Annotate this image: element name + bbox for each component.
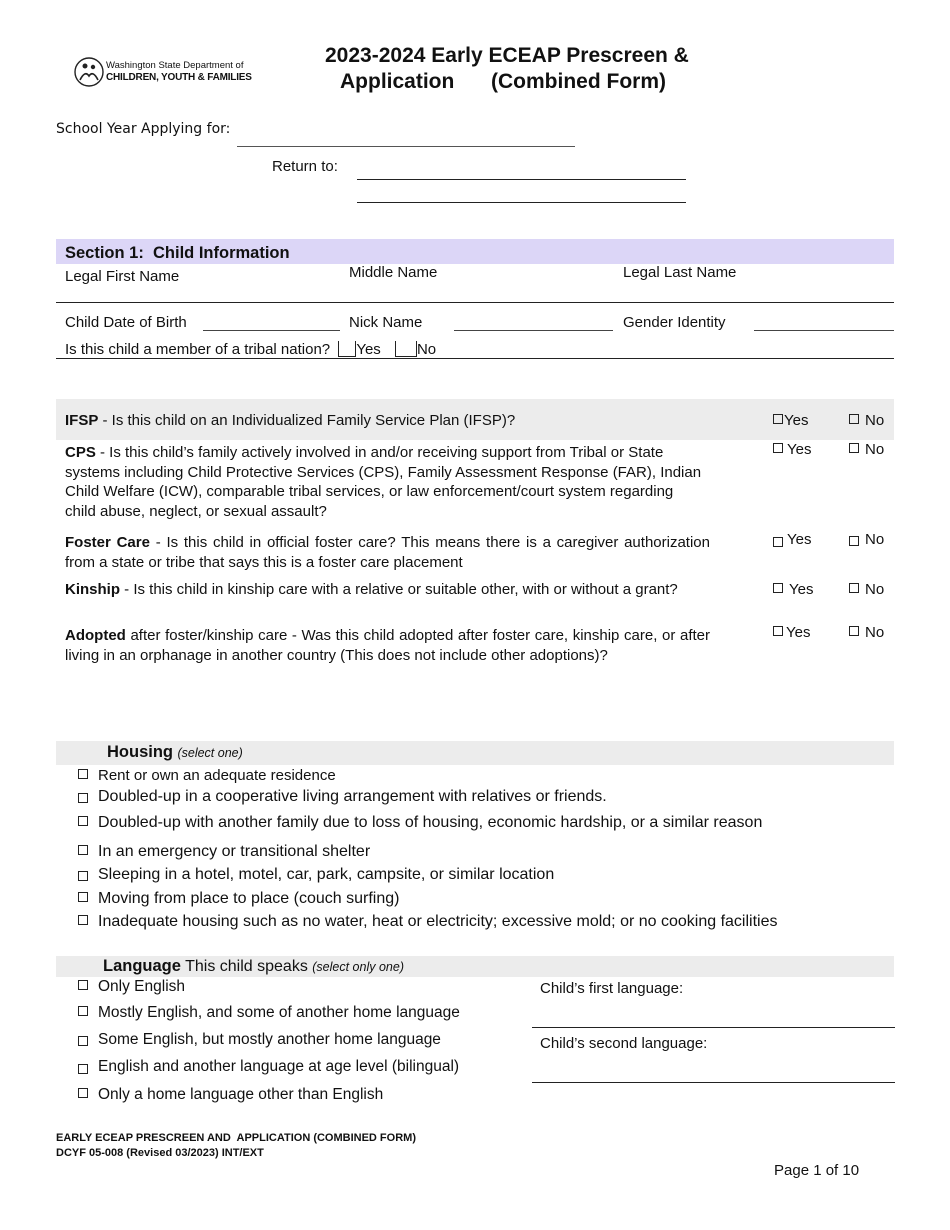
foster-no-label: No xyxy=(865,531,885,548)
logo-line1: Washington State Department of xyxy=(106,60,244,71)
housing-option[interactable] xyxy=(78,843,370,861)
kinship-no[interactable] xyxy=(849,581,884,598)
housing-option-label: Rent or own an adequate residence xyxy=(98,767,336,784)
adopted-yes-checkbox[interactable] xyxy=(773,626,783,636)
language-option-label: Only a home language other than English xyxy=(98,1086,384,1103)
language-subtitle: This child speaks xyxy=(185,958,308,975)
ifsp-yes[interactable] xyxy=(773,412,808,429)
ifsp-no-label: No xyxy=(865,412,885,429)
question-ifsp-bold: IFSP xyxy=(65,412,99,429)
language-header xyxy=(103,957,404,976)
foster-yes-label: Yes xyxy=(787,531,812,548)
language-option-label: Some English, but mostly another home language xyxy=(98,1031,441,1048)
housing-option-checkbox[interactable] xyxy=(78,793,88,803)
question-adopted-bold: Adopted xyxy=(65,627,126,644)
cps-no[interactable] xyxy=(849,441,884,458)
kinship-yes-label: Yes xyxy=(789,581,814,598)
first-language-label: Child’s first language: xyxy=(540,980,684,997)
language-option[interactable] xyxy=(78,1086,383,1104)
nick-name-label: Nick Name xyxy=(349,314,423,331)
cps-yes[interactable] xyxy=(773,441,811,458)
foster-yes[interactable] xyxy=(773,531,811,548)
ifsp-no[interactable] xyxy=(849,412,884,429)
gender-label: Gender Identity xyxy=(623,314,726,331)
foster-no[interactable] xyxy=(849,531,884,548)
question-ifsp-text: - Is this child on an Individualized Family Service Plan (IFSP)? xyxy=(98,412,516,429)
middle-name-label: Middle Name xyxy=(349,264,438,281)
housing-option-checkbox[interactable] xyxy=(78,816,88,826)
legal-first-name-label: Legal First Name xyxy=(65,268,180,285)
language-option-checkbox[interactable] xyxy=(78,1036,88,1046)
housing-option-label: Sleeping in a hotel, motel, car, park, campsite, or similar location xyxy=(98,866,555,883)
adopted-no[interactable] xyxy=(849,624,884,641)
language-option[interactable] xyxy=(78,978,185,996)
question-foster xyxy=(65,533,710,572)
second-language-input[interactable] xyxy=(532,1082,895,1083)
language-option-label: Only English xyxy=(98,978,186,995)
section1-title: Section 1: Child Information xyxy=(65,244,290,262)
gender-input[interactable] xyxy=(754,330,894,331)
question-kinship-bold: Kinship xyxy=(65,581,120,598)
cps-no-checkbox[interactable] xyxy=(849,443,859,453)
housing-title: Housing xyxy=(107,743,173,761)
tribal-yes-label: Yes xyxy=(356,341,381,358)
tribal-yes-checkbox[interactable] xyxy=(338,341,356,357)
cps-no-label: No xyxy=(865,441,885,458)
housing-option[interactable] xyxy=(78,767,336,784)
school-year-input[interactable] xyxy=(237,146,575,147)
kinship-yes[interactable] xyxy=(773,581,813,598)
language-option[interactable] xyxy=(78,1004,460,1022)
second-language-label: Child’s second language: xyxy=(540,1035,708,1052)
language-option-checkbox[interactable] xyxy=(78,1006,88,1016)
tribal-question-text: Is this child a member of a tribal nation? xyxy=(65,341,331,358)
nick-name-input[interactable] xyxy=(454,330,613,331)
footer-form-name: EARLY ECEAP PRESCREEN AND APPLICATION (COMBINED FORM) xyxy=(56,1132,416,1144)
logo-line2: CHILDREN, YOUTH & FAMILIES xyxy=(106,72,252,83)
housing-option-label: Inadequate housing such as no water, heat or electricity; excessive mold; or no cooking facilities xyxy=(98,913,778,930)
foster-yes-checkbox[interactable] xyxy=(773,537,783,547)
language-title: Language xyxy=(103,957,181,975)
kinship-no-label: No xyxy=(865,581,885,598)
kinship-no-checkbox[interactable] xyxy=(849,583,859,593)
return-to-input-2[interactable] xyxy=(357,202,686,203)
adopted-yes-label: Yes xyxy=(786,624,811,641)
language-option[interactable] xyxy=(78,1031,441,1049)
housing-option-checkbox[interactable] xyxy=(78,769,88,779)
cps-yes-label: Yes xyxy=(787,441,812,458)
form-title-line2a: Application xyxy=(340,70,455,93)
question-ifsp xyxy=(65,411,745,431)
legal-last-name-label: Legal Last Name xyxy=(623,264,737,281)
adopted-no-label: No xyxy=(865,624,885,641)
language-hint: (select only one) xyxy=(312,960,404,974)
housing-option-checkbox[interactable] xyxy=(78,892,88,902)
housing-option-label: Doubled-up with another family due to loss of housing, economic hardship, or a similar reason xyxy=(98,814,763,831)
tribal-question xyxy=(65,341,436,358)
name-row-line[interactable] xyxy=(56,302,894,303)
housing-option[interactable] xyxy=(78,814,762,832)
tribal-no-checkbox[interactable] xyxy=(395,341,417,357)
question-foster-bold: Foster Care xyxy=(65,534,150,551)
form-title-line1: 2023-2024 Early ECEAP Prescreen & xyxy=(325,44,689,67)
housing-option[interactable] xyxy=(78,913,777,931)
housing-header xyxy=(107,743,243,762)
question-cps-text: - Is this child’s family actively involved in and/or receiving support from Tribal or State systems including Child Protective Services (CPS), Family Assessment Response (FAR), Indian Child Welfare (ICW), comparable tribal services, or law enforcement/court system regarding child abuse, neglect, or sexual assault? xyxy=(65,444,702,520)
ifsp-yes-label: Yes xyxy=(784,412,809,429)
form-title-line2b: (Combined Form) xyxy=(491,70,666,93)
housing-option-label: Moving from place to place (couch surfing) xyxy=(98,890,400,907)
dob-input[interactable] xyxy=(203,330,340,331)
dcyf-logo-icon xyxy=(74,56,104,88)
question-foster-text: - Is this child in official foster care? This means there is a caregiver authorization from a state or tribe that says this is a foster care placement xyxy=(65,534,710,571)
school-year-label: School Year Applying for: xyxy=(56,121,231,137)
housing-option[interactable] xyxy=(78,890,399,908)
tribal-row-line xyxy=(56,358,894,359)
language-option-checkbox[interactable] xyxy=(78,1064,88,1074)
cps-yes-checkbox[interactable] xyxy=(773,443,783,453)
question-cps xyxy=(65,443,705,521)
housing-option-checkbox[interactable] xyxy=(78,845,88,855)
housing-hint: (select one) xyxy=(177,746,243,760)
dcyf-logo xyxy=(74,56,252,90)
question-adopted xyxy=(65,626,710,665)
footer-form-id: DCYF 05-008 (Revised 03/2023) INT/EXT xyxy=(56,1147,264,1159)
tribal-no-label: No xyxy=(416,341,437,358)
housing-option-label: In an emergency or transitional shelter xyxy=(98,843,371,860)
question-kinship xyxy=(65,580,710,600)
language-option-checkbox[interactable] xyxy=(78,1088,88,1098)
language-option-label: Mostly English, and some of another home language xyxy=(98,1004,460,1021)
housing-option-checkbox[interactable] xyxy=(78,871,88,881)
dob-label: Child Date of Birth xyxy=(65,314,187,331)
question-kinship-text: - Is this child in kinship care with a relative or suitable other, with or without a grant? xyxy=(120,581,678,598)
kinship-yes-checkbox[interactable] xyxy=(773,583,783,593)
language-option[interactable] xyxy=(78,1058,459,1076)
housing-option-checkbox[interactable] xyxy=(78,915,88,925)
page-number: Page 1 of 10 xyxy=(774,1162,860,1179)
adopted-no-checkbox[interactable] xyxy=(849,626,859,636)
ifsp-no-checkbox[interactable] xyxy=(849,414,859,424)
housing-option[interactable] xyxy=(78,866,554,884)
return-to-input-1[interactable] xyxy=(357,179,686,180)
ifsp-yes-checkbox[interactable] xyxy=(773,414,783,424)
adopted-yes[interactable] xyxy=(773,624,810,641)
language-option-label: English and another language at age level (bilingual) xyxy=(98,1058,460,1075)
return-to-label: Return to: xyxy=(272,158,338,175)
first-language-input[interactable] xyxy=(532,1027,895,1028)
housing-option[interactable] xyxy=(78,788,607,806)
question-cps-bold: CPS xyxy=(65,444,96,461)
question-adopted-text: after foster/kinship care - Was this child adopted after foster care, kinship care, or after living in an orphanage in another country (This does not include other adoptions)? xyxy=(65,627,710,664)
housing-option-label: Doubled-up in a cooperative living arrangement with relatives or friends. xyxy=(98,788,607,805)
language-option-checkbox[interactable] xyxy=(78,980,88,990)
foster-no-checkbox[interactable] xyxy=(849,536,859,546)
